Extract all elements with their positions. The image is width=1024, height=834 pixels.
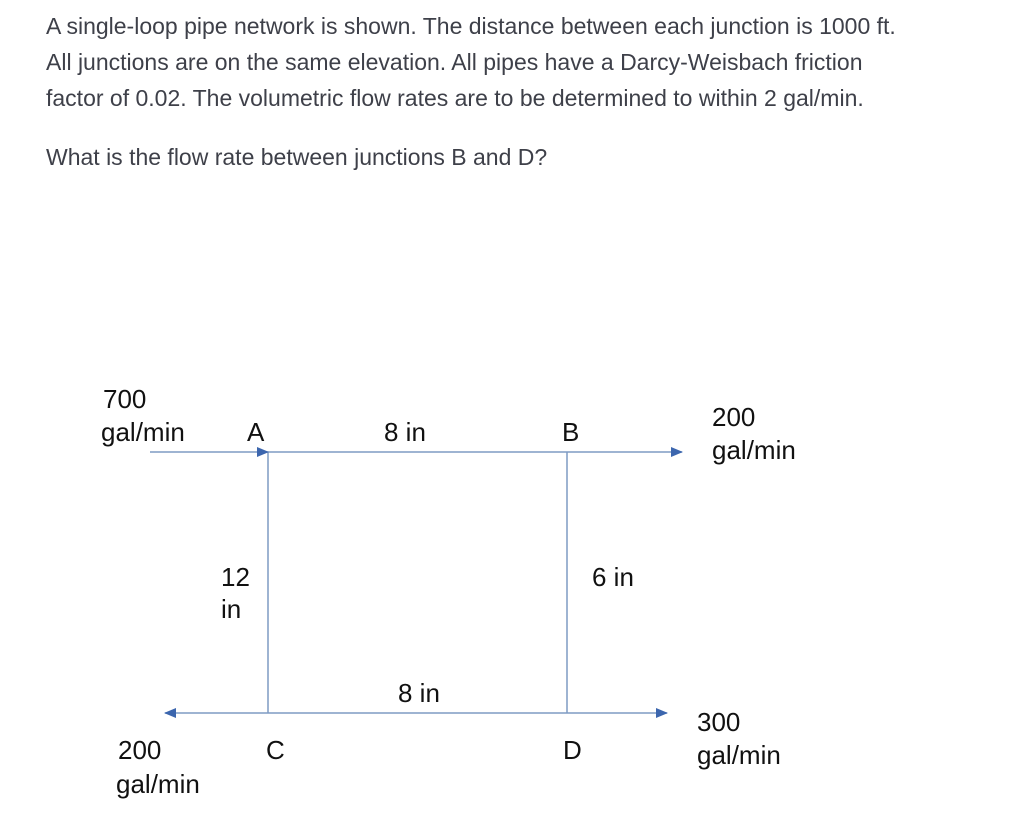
pipe-cd-diameter: 8 in — [398, 678, 440, 708]
problem-line-3: factor of 0.02. The volumetric flow rates are to be determined to within 2 gal/min. — [46, 85, 864, 111]
outflow-b-value: 200 — [712, 402, 756, 432]
inflow-a-unit: gal/min — [101, 417, 185, 447]
pipe-bd-diameter: 6 in — [592, 562, 634, 592]
pipe-ac-diameter-value: 12 — [221, 562, 250, 592]
outflow-c-value: 200 — [118, 735, 162, 765]
outflow-d-value: 300 — [697, 707, 741, 737]
junction-d-label: D — [563, 735, 582, 765]
question-text: What is the flow rate between junctions B and D? — [46, 144, 548, 170]
junction-a-label: A — [247, 417, 265, 447]
pipe-ab-diameter: 8 in — [384, 417, 426, 447]
outflow-c-unit: gal/min — [116, 769, 200, 799]
junction-b-label: B — [562, 417, 580, 447]
problem-line-2: All junctions are on the same elevation. All pipes have a Darcy-Weisbach friction — [46, 49, 863, 75]
outflow-b-unit: gal/min — [712, 435, 796, 465]
pipe-ac-diameter-unit: in — [221, 594, 242, 624]
inflow-a-value: 700 — [103, 384, 147, 414]
junction-c-label: C — [266, 735, 285, 765]
outflow-d-unit: gal/min — [697, 740, 781, 770]
problem-line-1: A single-loop pipe network is shown. The distance between each junction is 1000 ft. — [46, 13, 896, 39]
